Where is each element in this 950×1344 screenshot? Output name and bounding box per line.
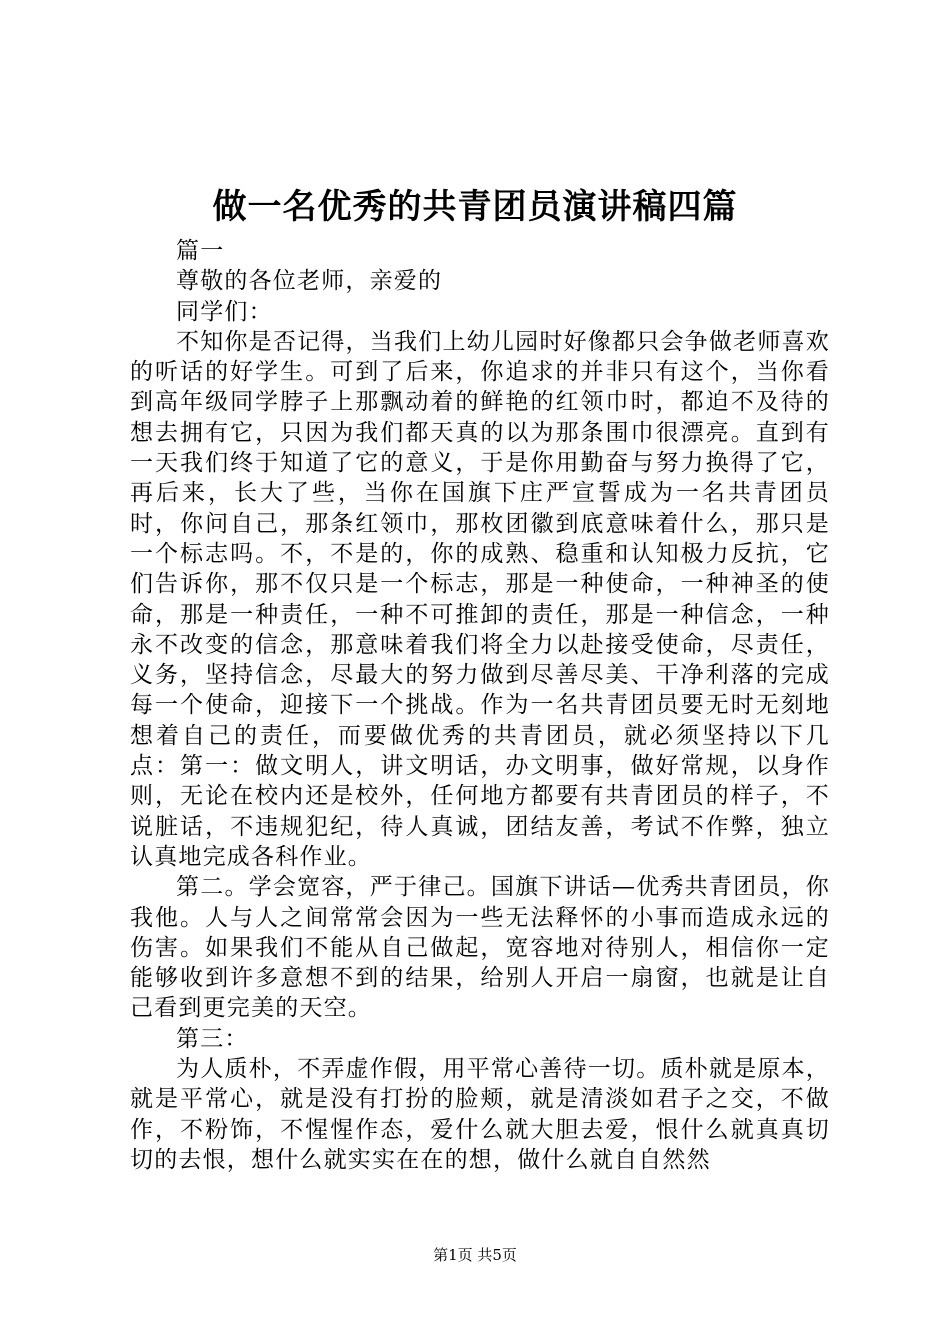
document-body	[130, 236, 830, 1175]
paragraph: 为人质朴，不弄虚作假，用平常心善待一切。质朴就是原本，就是平常心，就是没有打扮的脸颊，就是清淡如君子之交，不做作，不粉饰，不惺惺作态，爱什么就大胆去爱，恨什么就真真切切的去恨，想什么就实实在在的想，做什么就自自然然	[130, 1056, 830, 1173]
paragraph-salutation-continued: 同学们：	[176, 298, 273, 325]
paragraph-salutation: 尊敬的各位老师，亲爱的	[176, 268, 443, 295]
paragraph-section-heading: 篇一	[176, 238, 225, 264]
paragraph: 第三：	[176, 1025, 249, 1052]
document-title: 做一名优秀的共青团员演讲稿四篇	[212, 187, 738, 227]
page-footer: 第1页 共5页	[433, 1246, 517, 1264]
paragraph: 不知你是否记得，当我们上幼儿园时好像都只会争做老师喜欢的听话的好学生。可到了后来，你追求的并非只有这个，当你看到高年级同学脖子上那飘动着的鲜艳的红领巾时，都迫不及待的想去拥有它，只因为我们都天真的以为那条围巾很漂亮。直到有一天我们终于知道了它的意义，于是你用勤奋与努力换得了它，再后来，长大了些，当你在国旗下庄严宣誓成为一名共青团员时，你问自己，那条红领巾，那枚团徽到底意味着什么，那只是一个标志吗。不，不是的，你的成熟、稳重和认知极力反抗，它们告诉你，那不仅只是一个标志，那是一种使命，一种神圣的使命，那是一种责任，一种不可推卸的责任，那是一种信念，一种永不改变的信念，那意味着我们将全力以赴接受使命，尽责任，义务，坚持信念，尽最大的努力做到尽善尽美、干净利落的完成每一个使命，迎接下一个挑战。作为一名共青团员要无时无刻地想着自己的责任，而要做优秀的共青团员，就必须坚持以下几点：第一：做文明人，讲文明话，办文明事，做好常规，以身作则，无论在校内还是校外，任何地方都要有共青团员的样子，不说脏话，不违规犯纪，待人真诚，团结友善，考试不作弊，独立认真地完成各科作业。	[130, 328, 830, 870]
paragraph: 第二。学会宽容，严于律己。国旗下讲话—优秀共青团员，你我他。人与人之间常常会因为一些无法释怀的小事而造成永远的伤害。如果我们不能从自己做起，宽容地对待别人，相信你一定能够收到许多意想不到的结果，给别人开启一扇窗，也就是让自己看到更完美的天空。	[130, 874, 830, 1022]
